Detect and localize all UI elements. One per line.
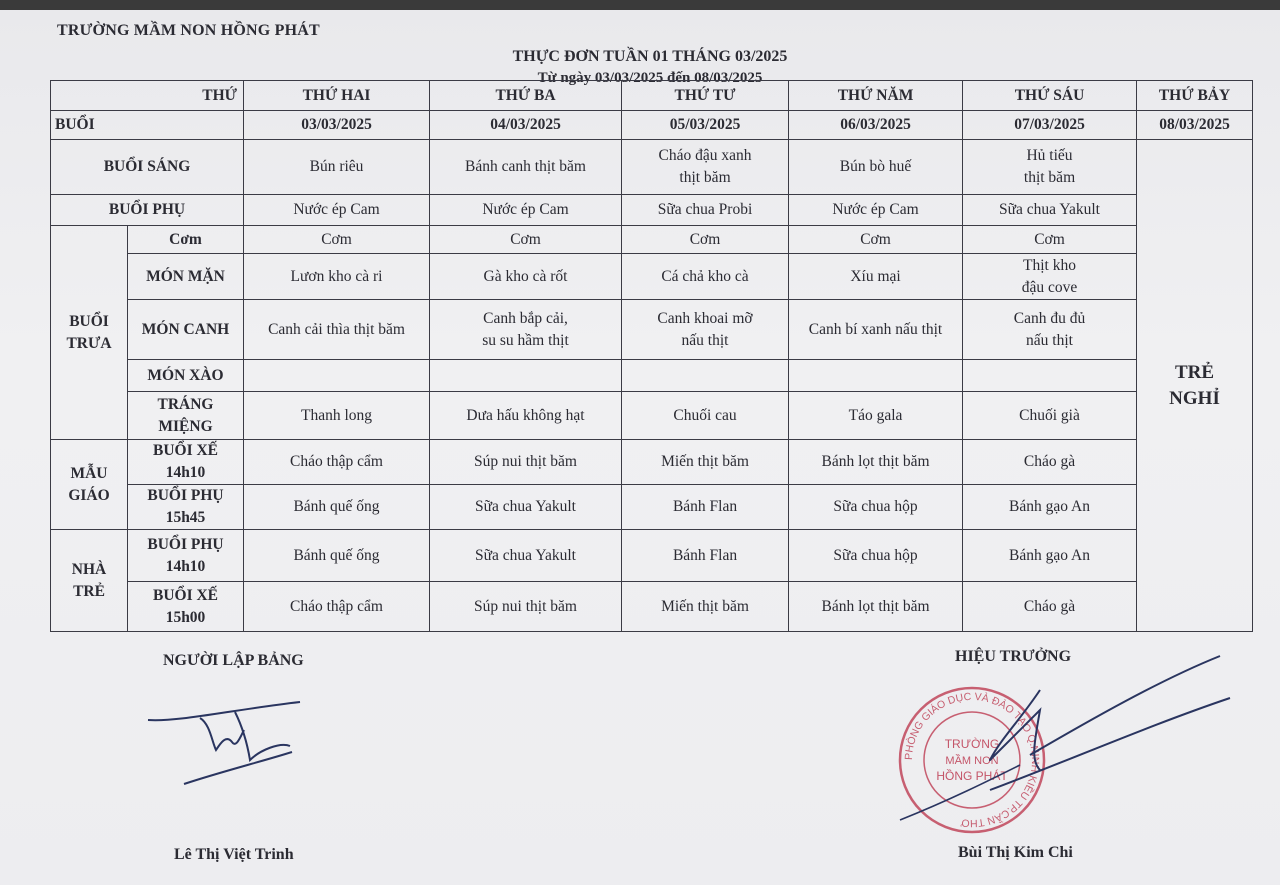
nursery-cell-line: Bánh gạo An <box>1009 546 1090 564</box>
lunch-cell-line: Lươn kho cà ri <box>290 267 383 285</box>
nursery-row-label <box>128 530 244 582</box>
lunch-cell-line: Xíu mại <box>850 267 901 285</box>
nursery-cell-line: Miến thịt băm <box>661 597 749 615</box>
lunch-cell <box>622 300 789 360</box>
lunch-cell <box>963 226 1137 254</box>
nursery-cell <box>622 582 789 632</box>
lunch-cell <box>244 392 430 440</box>
saturday-no-school-cell <box>1137 140 1253 632</box>
day-date-4: 06/03/2025 <box>789 111 963 140</box>
kindergarten-row-label-line: 15h45 <box>165 509 206 526</box>
kindergarten-cell-line: Sữa chua Yakult <box>475 498 576 515</box>
lunch-cell <box>244 360 430 392</box>
lunch-cell-line: Cơm <box>321 230 352 248</box>
nursery-cell <box>789 530 963 582</box>
morning-snack-label: BUỔI PHỤ <box>51 195 244 226</box>
lunch-row-label-line: TRÁNG <box>157 395 214 413</box>
preparer-label: NGƯỜI LẬP BẢNG <box>163 652 304 669</box>
seal-ring-text: PHÒNG GIÁO DỤC VÀ ĐÀO TẠO Q.NINH KIỀU TP.CẦN THƠ <box>902 690 1042 830</box>
breakfast-cell-line: Bún bò huế <box>839 158 912 175</box>
lunch-cell-line: Canh cải thìa thịt băm <box>268 320 405 338</box>
kindergarten-cell-line: Bánh quế ống <box>293 498 380 515</box>
lunch-row-label-line: MÓN XÀO <box>147 366 224 384</box>
kindergarten-group-line-1: MẪU <box>70 464 108 482</box>
nursery-group-line-1: NHÀ <box>71 560 107 578</box>
kindergarten-cell <box>789 485 963 530</box>
kindergarten-cell <box>963 485 1137 530</box>
principal-signature-mark <box>890 650 1250 840</box>
kindergarten-cell-line: Súp nui thịt băm <box>474 453 577 470</box>
weekly-menu-table <box>50 80 1253 632</box>
kindergarten-group-label <box>51 440 128 530</box>
morning-snack-cell: Nước ép Cam <box>789 195 963 226</box>
breakfast-cell-line: thịt băm <box>1023 169 1076 186</box>
kindergarten-row-label-line: BUỔI XẾ <box>152 442 219 459</box>
lunch-cell <box>430 360 622 392</box>
header-day-label: THỨ <box>51 81 244 111</box>
breakfast-cell <box>244 140 430 195</box>
kindergarten-cell-line: Bánh Flan <box>672 498 738 515</box>
lunch-row-label-line: Cơm <box>169 230 202 248</box>
morning-snack-cell: Sữa chua Yakult <box>963 195 1137 226</box>
day-date-5: 07/03/2025 <box>963 111 1137 140</box>
breakfast-cell-line: Cháo đậu xanh <box>658 147 752 164</box>
lunch-cell-line: su su hầm thịt <box>482 331 569 349</box>
header-session-label: BUỔI <box>51 111 244 140</box>
nursery-cell <box>622 530 789 582</box>
nursery-cell-line: Súp nui thịt băm <box>474 597 577 615</box>
day-date-3: 05/03/2025 <box>622 111 789 140</box>
breakfast-cell <box>789 140 963 195</box>
breakfast-cell-line: Hủ tiếu <box>1026 147 1073 164</box>
morning-snack-cell: Nước ép Cam <box>430 195 622 226</box>
kindergarten-cell-line: Miến thịt băm <box>661 453 749 470</box>
lunch-row-label-line: MÓN MẶN <box>146 267 225 285</box>
nursery-group-line-2: TRẺ <box>73 582 105 600</box>
lunch-cell <box>963 254 1137 300</box>
menu-title: THỰC ĐƠN TUẦN 01 THÁNG 03/2025 <box>512 48 788 65</box>
nursery-row-label-line: BUỔI XẾ <box>152 586 219 604</box>
lunch-cell <box>963 360 1137 392</box>
lunch-cell <box>789 392 963 440</box>
nursery-cell-line: Cháo thập cẩm <box>290 597 383 615</box>
lunch-cell-line: nấu thịt <box>681 331 729 349</box>
lunch-row-label <box>128 360 244 392</box>
lunch-cell <box>789 226 963 254</box>
principal-name: Bùi Thị Kim Chi <box>958 844 1073 861</box>
seal-line-1: TRƯỜNG <box>944 737 1000 751</box>
breakfast-cell <box>430 140 622 195</box>
lunch-cell-line: Chuối cau <box>673 406 737 424</box>
lunch-cell-line: Dưa hấu không hạt <box>466 406 585 424</box>
lunch-cell-line: Gà kho cà rốt <box>483 267 568 285</box>
lunch-cell-line: Cơm <box>689 230 721 248</box>
kindergarten-cell <box>244 440 430 485</box>
nursery-cell <box>430 582 622 632</box>
day-name-2: THỨ BA <box>430 81 622 111</box>
kindergarten-row-label <box>128 485 244 530</box>
breakfast-cell <box>622 140 789 195</box>
day-name-4: THỨ NĂM <box>789 81 963 111</box>
date-range: Từ ngày 03/03/2025 đến 08/03/2025 <box>537 70 763 86</box>
breakfast-cell-line: thịt băm <box>679 169 731 186</box>
breakfast-cell-line: Bún riêu <box>309 158 364 175</box>
lunch-cell-line: Thanh long <box>301 406 373 424</box>
lunch-row-label-line: MIỆNG <box>158 417 213 435</box>
saturday-note-1: TRẺ <box>1174 361 1215 383</box>
kindergarten-cell-line: Sữa chua hộp <box>833 498 918 515</box>
lunch-group-line-1: BUỔI <box>69 312 109 330</box>
lunch-cell-line: Cơm <box>860 230 891 248</box>
lunch-cell <box>622 226 789 254</box>
lunch-cell <box>430 254 622 300</box>
lunch-cell <box>789 360 963 392</box>
nursery-group-label <box>51 530 128 632</box>
day-name-3: THỨ TƯ <box>622 81 789 111</box>
lunch-cell <box>244 254 430 300</box>
lunch-cell-line: nấu thịt <box>1026 331 1073 349</box>
day-date-1: 03/03/2025 <box>244 111 430 140</box>
nursery-row-label-line: BUỔI PHỤ <box>147 535 224 553</box>
lunch-group-line-2: TRƯA <box>66 334 112 352</box>
kindergarten-cell-line: Bánh lọt thịt băm <box>821 453 930 470</box>
saturday-note-2: NGHỈ <box>1169 387 1220 409</box>
kindergarten-cell <box>622 485 789 530</box>
morning-snack-cell: Sữa chua Probi <box>622 195 789 226</box>
lunch-cell-line: Chuối già <box>1019 406 1080 424</box>
lunch-cell-line: Táo gala <box>848 406 903 424</box>
nursery-cell <box>963 582 1137 632</box>
lunch-cell-line: Canh khoai mỡ <box>657 309 753 327</box>
kindergarten-cell <box>622 440 789 485</box>
lunch-cell <box>622 254 789 300</box>
nursery-cell <box>430 530 622 582</box>
day-name-6: THỨ BẢY <box>1137 81 1253 111</box>
lunch-cell-line: Canh bắp cải, <box>483 309 568 327</box>
lunch-group-label <box>51 226 128 440</box>
lunch-cell <box>622 360 789 392</box>
kindergarten-cell <box>244 485 430 530</box>
principal-label: HIỆU TRƯỞNG <box>955 648 1072 665</box>
lunch-cell <box>244 226 430 254</box>
lunch-cell <box>430 392 622 440</box>
lunch-cell-line: đậu cove <box>1021 278 1078 296</box>
kindergarten-row-label <box>128 440 244 485</box>
kindergarten-cell <box>963 440 1137 485</box>
nursery-cell <box>244 582 430 632</box>
kindergarten-group-line-2: GIÁO <box>68 486 110 504</box>
lunch-row-label <box>128 254 244 300</box>
breakfast-cell-line: Bánh canh thịt băm <box>465 158 586 175</box>
nursery-cell-line: Sữa chua Yakult <box>475 546 576 564</box>
lunch-row-label <box>128 300 244 360</box>
lunch-cell-line: Cơm <box>1034 230 1065 248</box>
lunch-row-label <box>128 392 244 440</box>
nursery-cell-line: Bánh quế ống <box>293 546 380 564</box>
preparer-name: Lê Thị Việt Trinh <box>174 846 294 863</box>
kindergarten-cell <box>430 485 622 530</box>
kindergarten-cell-line: Cháo gà <box>1023 453 1076 470</box>
lunch-cell-line: Canh đu đủ <box>1013 309 1086 327</box>
nursery-cell-line: Bánh lọt thịt băm <box>821 597 930 615</box>
lunch-cell <box>789 300 963 360</box>
lunch-cell <box>622 392 789 440</box>
nursery-row-label <box>128 582 244 632</box>
nursery-cell <box>963 530 1137 582</box>
lunch-cell <box>430 300 622 360</box>
kindergarten-cell-line: Bánh gạo An <box>1009 498 1090 515</box>
day-name-5: THỨ SÁU <box>963 81 1137 111</box>
lunch-cell-line: Cơm <box>510 230 541 248</box>
kindergarten-row-label-line: 14h10 <box>165 464 206 481</box>
kindergarten-cell <box>430 440 622 485</box>
breakfast-label: BUỔI SÁNG <box>51 140 244 195</box>
lunch-row-label <box>128 226 244 254</box>
seal-line-2: MẦM NON <box>945 755 999 767</box>
nursery-cell-line: Sữa chua hộp <box>833 546 918 564</box>
seal-line-3: HỒNG PHÁT <box>936 769 1008 783</box>
nursery-cell-line: Bánh Flan <box>672 546 738 564</box>
lunch-cell <box>963 392 1137 440</box>
breakfast-cell <box>963 140 1137 195</box>
preparer-signature-mark <box>140 690 310 800</box>
lunch-cell <box>244 300 430 360</box>
kindergarten-row-label-line: BUỔI PHỤ <box>147 487 224 504</box>
lunch-cell-line: Thịt kho <box>1023 256 1076 274</box>
lunch-row-label-line: MÓN CANH <box>141 320 230 338</box>
day-date-6: 08/03/2025 <box>1137 111 1253 140</box>
day-date-2: 04/03/2025 <box>430 111 622 140</box>
kindergarten-cell-line: Cháo thập cẩm <box>290 453 383 470</box>
lunch-cell-line: Canh bí xanh nấu thịt <box>808 320 943 338</box>
day-name-1: THỨ HAI <box>244 81 430 111</box>
nursery-row-label-line: 14h10 <box>165 557 206 575</box>
morning-snack-cell: Nước ép Cam <box>244 195 430 226</box>
lunch-cell <box>963 300 1137 360</box>
lunch-cell <box>430 226 622 254</box>
nursery-cell-line: Cháo gà <box>1023 597 1076 615</box>
nursery-cell <box>244 530 430 582</box>
lunch-cell <box>789 254 963 300</box>
nursery-cell <box>789 582 963 632</box>
school-name: TRƯỜNG MẦM NON HỒNG PHÁT <box>57 22 320 39</box>
kindergarten-cell <box>789 440 963 485</box>
lunch-cell-line: Cá chả kho cà <box>661 267 749 285</box>
nursery-row-label-line: 15h00 <box>165 608 206 626</box>
